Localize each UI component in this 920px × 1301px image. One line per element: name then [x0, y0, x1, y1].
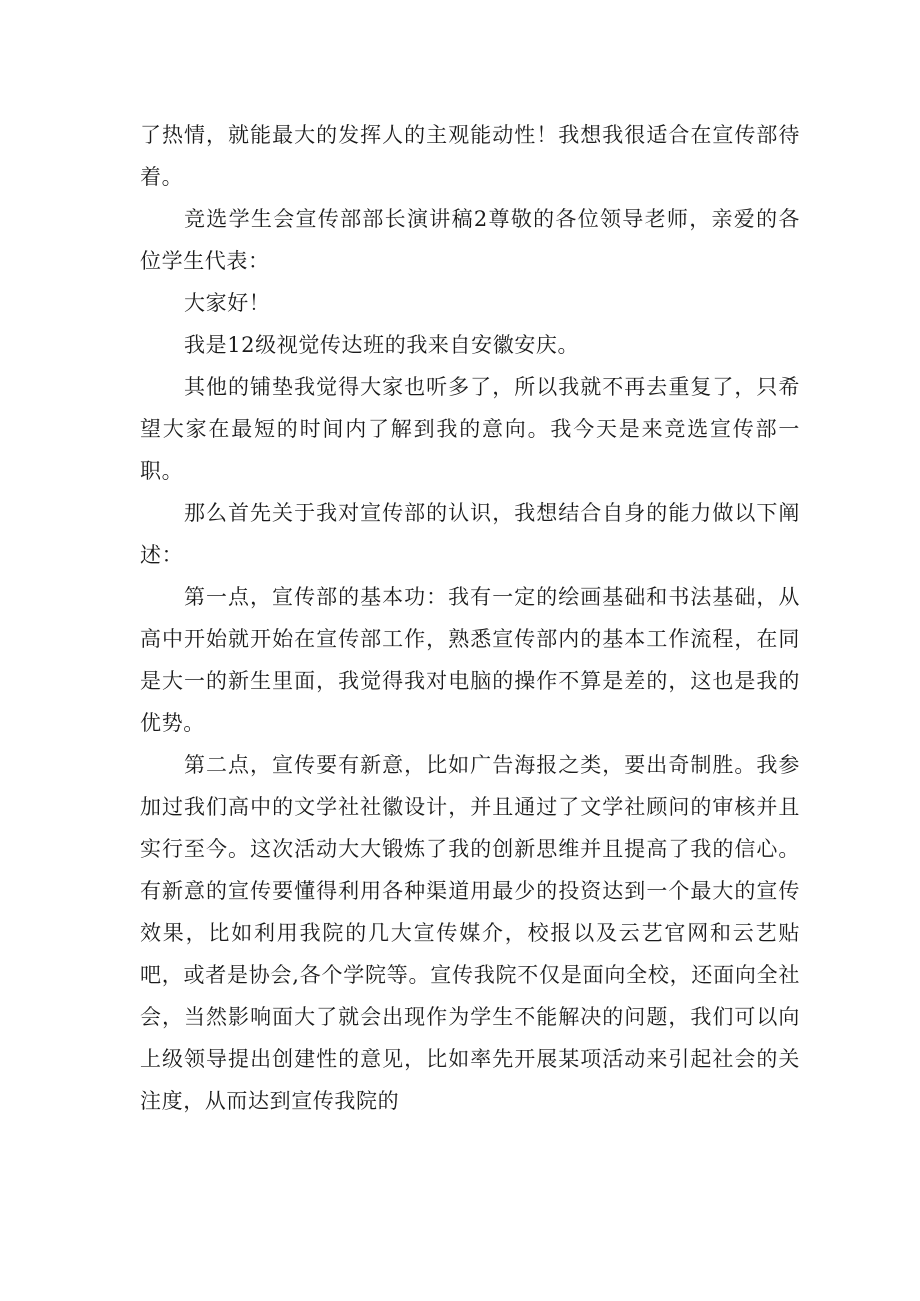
paragraph-speech-title: 竞选学生会宣传部部长演讲稿2尊敬的各位领导老师，亲爱的各位学生代表：: [140, 207, 800, 273]
paragraph-introduction: 我是12级视觉传达班的我来自安徽安庆。: [184, 333, 580, 357]
paragraph-point-one: 第一点，宣传部的基本功：我有一定的绘画基础和书法基础，从高中开始就开始在宣传部工作，熟悉宣传部内的基本工作流程，在同是大一的新生里面，我觉得我对电脑的操作不算是差的，这也是我的优势。: [140, 585, 800, 735]
paragraph-understanding: 那么首先关于我对宣传部的认识，我想结合自身的能力做以下阐述：: [140, 501, 800, 567]
paragraph-greeting: 大家好！: [184, 291, 271, 315]
document-body: [140, 114, 800, 1122]
paragraph-continuation: 了热情，就能最大的发挥人的主观能动性！我想我很适合在宣传部待着。: [140, 123, 800, 189]
paragraph-point-two: 第二点，宣传要有新意，比如广告海报之类，要出奇制胜。我参加过我们高中的文学社社徽设计，并且通过了文学社顾问的审核并且实行至今。这次活动大大锻炼了我的创新思维并且提高了我的信心。有新意的宣传要懂得利用各种渠道用最少的投资达到一个最大的宣传效果，比如利用我院的几大宣传媒介，校报以及云艺官网和云艺贴吧，或者是协会,各个学院等。宣传我院不仅是面向全校，还面向全社会，当然影响面大了就会出现作为学生不能解决的问题，我们可以向上级领导提出创建性的意见，比如率先开展某项活动来引起社会的关注度，从而达到宣传我院的: [140, 753, 800, 1113]
paragraph-intent: 其他的铺垫我觉得大家也听多了，所以我就不再去重复了，只希望大家在最短的时间内了解到我的意向。我今天是来竞选宣传部一职。: [140, 375, 800, 483]
